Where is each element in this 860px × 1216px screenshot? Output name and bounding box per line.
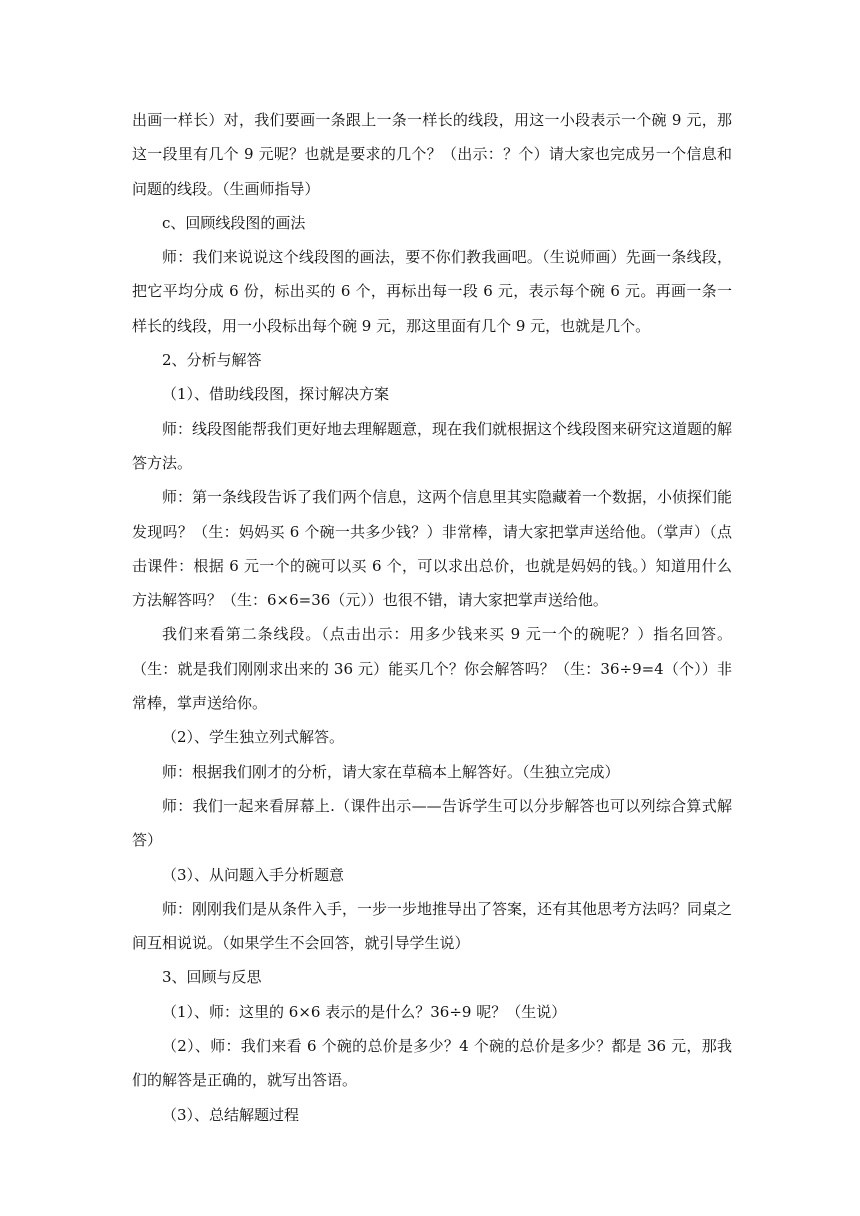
paragraph: 师：我们来说说这个线段图的画法，要不你们教我画吧。（生说师画）先画一条线段，把它平均分成 6 份，标出买的 6 个，再标出每一段 6 元，表示每个碗 6 元。再画一条一样长的线段，用一小段标出每个碗 9 元，那这里面有几个 9 元，也就是几个。 [132,248,732,335]
paragraph: 师：我们一起来看屏幕上.（课件出示——告诉学生可以分步解答也可以列综合算式解答） [132,796,732,850]
paragraph: （2）、学生独立列式解答。 [162,728,345,747]
paragraph: c、回顾线段图的画法 [162,213,306,232]
paragraph: （1）、借助线段图，探讨解决方案 [162,385,390,404]
paragraph: 师：第一条线段告诉了我们两个信息，这两个信息里其实隐藏着一个数据，小侦探们能发现吗？（生：妈妈买 6 个碗一共多少钱？）非常棒，请大家把掌声送给他。（掌声）（点击课件：根据 6 元一个的碗可以买 6 个，可以求出总价，也就是妈妈的钱。）知道用什么方法解答吗？（生：6×6=36（元））也很不错，请大家把掌声送给他。 [132,488,733,610]
paragraph: 师：线段图能帮我们更好地去理解题意，现在我们就根据这个线段图来研究这道题的解答方法。 [132,419,733,472]
paragraph: 出画一样长）对，我们要画一条跟上一条一样长的线段，用这一小段表示一个碗 9 元，那这一段里有几个 9 元呢？也就是要求的几个？（出示：？个）请大家也完成另一个信息和问题的线段。（生画师指导） [132,111,732,198]
paragraph: 师：刚刚我们是从条件入手，一步一步地推导出了答案，还有其他思考方法吗？同桌之间互相说说。（如果学生不会回答，就引导学生说） [132,899,733,953]
paragraph: 我们来看第二条线段。（点击出示：用多少钱来买 9 元一个的碗呢？）指名回答。（生：就是我们刚刚求出来的 36 元）能买几个？你会解答吗？（生：36÷9=4（个））非常棒，掌声送给你。 [132,625,732,713]
paragraph: （1）、师：这里的 6×6 表示的是什么？36÷9 呢？（生说） [162,1002,567,1021]
paragraph: 2、分析与解答 [162,351,262,370]
document-body [132,103,732,1132]
paragraph: （3）、总结解题过程 [162,1105,300,1124]
paragraph: （2）、师：我们来看 6 个碗的总价是多少？4 个碗的总价是多少？都是 36 元，那我们的解答是正确的，就写出答语。 [132,1037,732,1090]
paragraph: （3）、从问题入手分析题意 [162,865,345,884]
paragraph: 3、回顾与反思 [162,968,262,987]
paragraph: 师：根据我们刚才的分析，请大家在草稿本上解答好。（生独立完成） [162,762,620,781]
